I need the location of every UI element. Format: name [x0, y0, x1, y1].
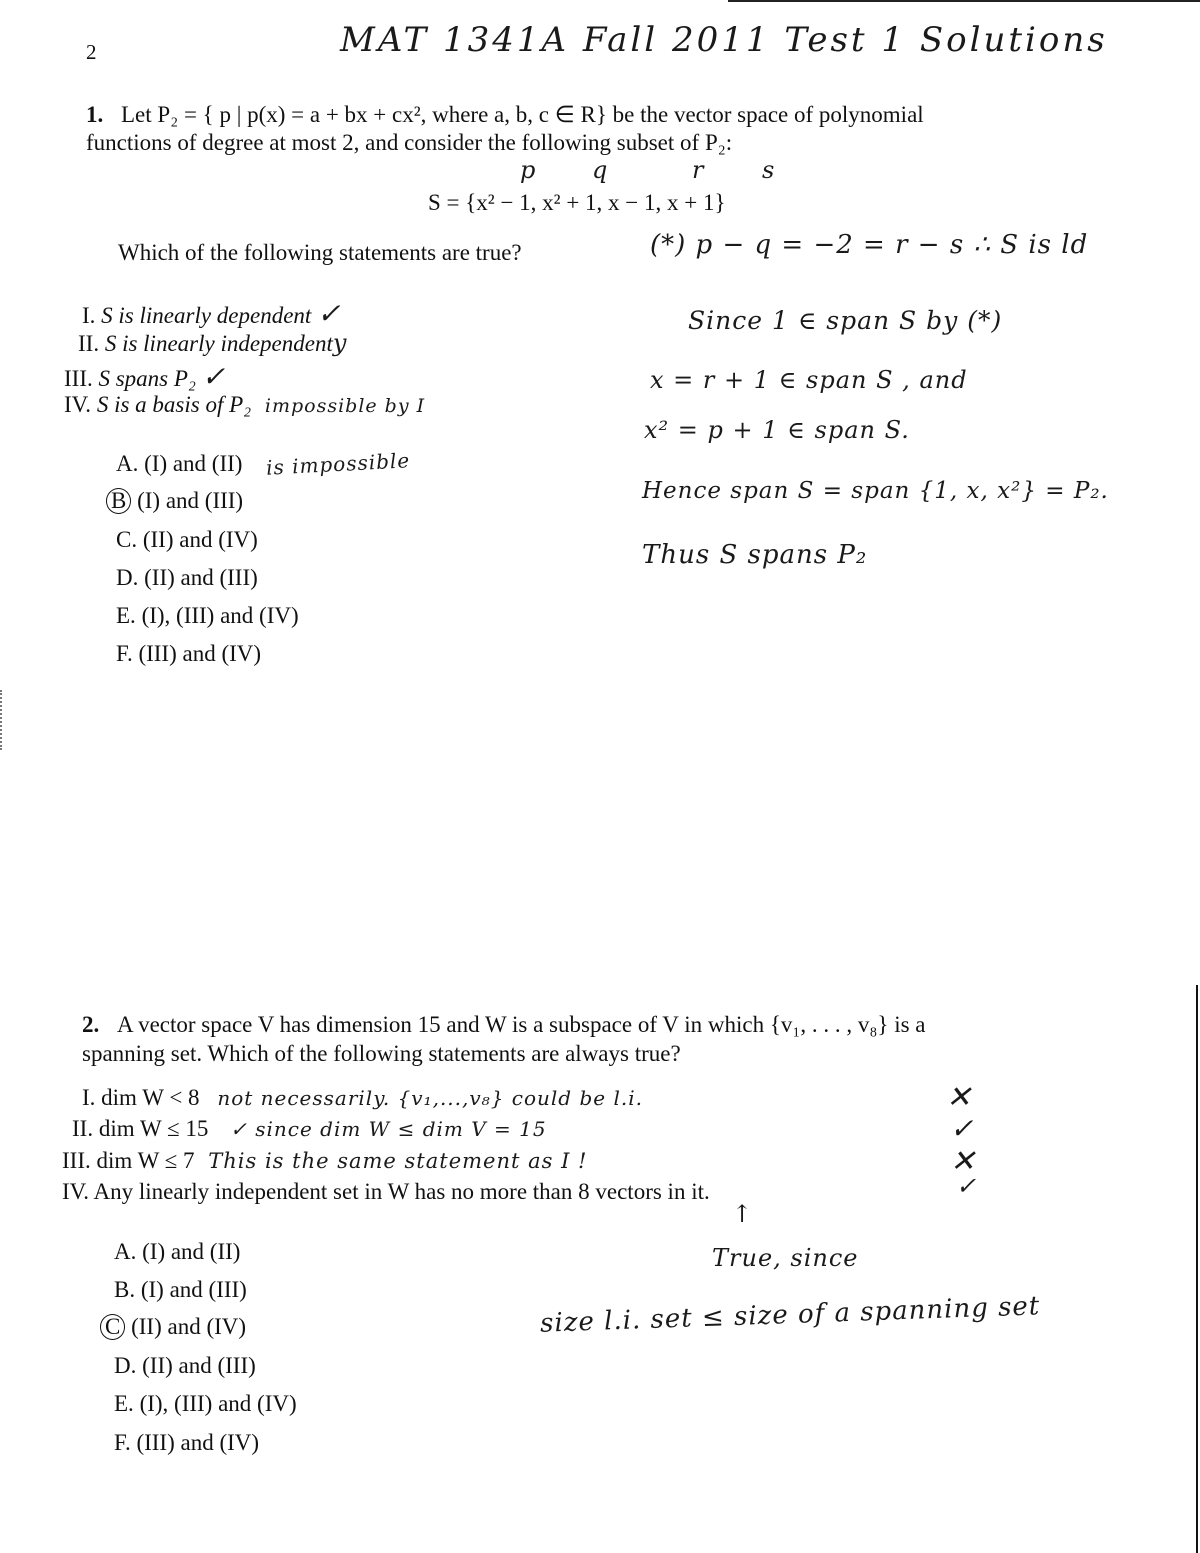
- q1-work-line-2: Since 1 ∈ span S by (*): [688, 306, 1003, 335]
- choice-label: A.: [116, 451, 139, 476]
- circled-answer: B: [106, 488, 131, 514]
- choice-text: (I) and (III): [140, 1277, 247, 1302]
- handwritten-note: impossible by I: [264, 395, 426, 417]
- choice-text: (I), (III) and (IV): [139, 1391, 297, 1416]
- statement-number: II.: [78, 331, 100, 356]
- choice-text: (II) and (IV): [131, 1314, 247, 1339]
- q2-mark-iii: ✕: [950, 1144, 977, 1179]
- statement-text: dim W ≤ 7: [96, 1148, 195, 1173]
- q2-statement-i: [82, 1085, 643, 1111]
- set-label-r: r: [692, 156, 705, 184]
- choice-label: A.: [114, 1239, 137, 1264]
- set-label-s: s: [762, 156, 776, 184]
- q2-statement-iv: [62, 1179, 710, 1205]
- choice-text: (I) and (II): [142, 1239, 241, 1264]
- q1-statement-ii: [78, 329, 347, 357]
- q2-number: 2.: [82, 1012, 100, 1037]
- statement-text: dim W ≤ 15: [98, 1116, 209, 1141]
- handwritten-note: This is the same statement as I !: [208, 1149, 588, 1173]
- q1-choice-e: [116, 603, 299, 629]
- q2-choice-e: [114, 1391, 297, 1417]
- q2-mark-i: ✕: [946, 1080, 973, 1115]
- choice-label: E.: [114, 1391, 134, 1416]
- set-label-p: p: [520, 156, 537, 184]
- q1-question: Which of the following statements are true?: [118, 240, 522, 265]
- choice-text: (III) and (IV): [136, 1430, 260, 1455]
- up-arrow-icon: ↑: [732, 1200, 754, 1228]
- statement-number: II.: [72, 1116, 94, 1141]
- q1-choice-d: [116, 565, 258, 591]
- choice-label: F.: [116, 641, 133, 666]
- q2-statement-ii: [72, 1116, 547, 1142]
- q2-statement-iii: [62, 1148, 587, 1174]
- choice-label: D.: [114, 1353, 137, 1378]
- statement-text: dim W < 8: [101, 1085, 200, 1110]
- statement-text: S is a basis of P₂: [96, 392, 252, 417]
- choice-text: (II) and (IV): [142, 527, 258, 552]
- q2-intro-line2: spanning set. Which of the following statements are always true?: [82, 1041, 681, 1066]
- statement-text: S is linearly independent: [104, 331, 333, 356]
- choice-label: E.: [116, 603, 136, 628]
- circled-answer: C: [100, 1314, 125, 1340]
- q1-choice-c: [116, 527, 258, 553]
- statement-number: III.: [64, 366, 93, 391]
- q1-statement-iii: [64, 360, 226, 393]
- q2-intro-text-1: A vector space V has dimension 15 and W is a subspace of V in which {v₁, . . . , v₈} is a: [117, 1012, 926, 1037]
- handwritten-note: is impossible: [265, 448, 411, 480]
- q1-choice-b: [106, 488, 243, 514]
- q1-work-line-4: x² = p + 1 ∈ span S.: [644, 416, 910, 444]
- statement-text: S spans P₂: [98, 366, 196, 391]
- choice-text: (III) and (IV): [138, 641, 262, 666]
- choice-text: (I) and (III): [137, 488, 244, 513]
- choice-text: (I), (III) and (IV): [141, 603, 299, 628]
- q1-number: 1.: [86, 102, 104, 127]
- scan-top-line: [728, 0, 1200, 2]
- q1-choice-a: [116, 448, 411, 480]
- set-definition: S = {x² − 1, x² + 1, x − 1, x + 1}: [428, 190, 726, 215]
- q1-work-line-1: (*) p − q = −2 = r − s ∴ S is ld: [650, 230, 1089, 260]
- scan-right-border: [1196, 985, 1198, 1553]
- statement-text: S is linearly dependent: [101, 303, 312, 328]
- q2-note-line2: size l.i. set ≤ size of a spanning set: [539, 1291, 1041, 1339]
- q2-choice-f: [114, 1430, 259, 1456]
- choice-label: C.: [116, 527, 138, 552]
- q2-choice-b: [114, 1277, 247, 1303]
- check-mark-note: ✓: [317, 297, 342, 330]
- page-title: MAT 1341A Fall 2011 Test 1 Solutions: [340, 20, 1108, 60]
- statement-number: I.: [82, 303, 96, 328]
- statement-number: IV.: [62, 1179, 90, 1204]
- statement-number: IV.: [64, 392, 92, 417]
- scan-left-dots: [0, 690, 4, 750]
- handwritten-mark: y: [332, 329, 348, 357]
- page-number: 2: [86, 40, 97, 64]
- choice-label: B.: [114, 1277, 136, 1302]
- q2-choice-c: [100, 1314, 246, 1340]
- handwritten-note: ✓ since dim W ≤ dim V = 15: [230, 1117, 547, 1141]
- q2-choice-d: [114, 1353, 256, 1379]
- q1-work-line-5: Hence span S = span {1, x, x²} = P₂.: [642, 478, 1109, 504]
- statement-number: III.: [62, 1148, 91, 1173]
- q1-intro-line1: [86, 102, 924, 128]
- set-label-q: q: [592, 156, 609, 184]
- statement-text: Any linearly independent set in W has no more than 8 vectors in it.: [93, 1179, 710, 1204]
- choice-text: (II) and (III): [142, 1353, 256, 1378]
- q2-mark-ii: ✓: [950, 1112, 975, 1145]
- choice-text: (I) and (II): [144, 451, 243, 476]
- q2-note-line1: True, since: [712, 1244, 859, 1272]
- q1-statement-i: [82, 297, 342, 330]
- q2-intro-line1: [82, 1012, 926, 1038]
- handwritten-note: not necessarily. {v₁,...,v₈} could be l.i.: [217, 1086, 643, 1110]
- q2-mark-iv: ✓: [956, 1172, 978, 1200]
- q1-statement-iv: [64, 392, 425, 418]
- q2-choice-a: [114, 1239, 240, 1265]
- choice-text: (II) and (III): [144, 565, 258, 590]
- q1-work-line-3: x = r + 1 ∈ span S , and: [650, 366, 968, 394]
- q1-intro-text-1: Let P₂ = { p | p(x) = a + bx + cx², where a, b, c ∈ R} be the vector space of polynomial: [121, 102, 924, 127]
- choice-label: D.: [116, 565, 139, 590]
- check-mark-note: ✓: [201, 360, 227, 393]
- q1-choice-f: [116, 641, 261, 667]
- q1-work-line-6: Thus S spans P₂: [642, 540, 868, 570]
- choice-label: F.: [114, 1430, 131, 1455]
- statement-number: I.: [82, 1085, 96, 1110]
- q1-intro-line2: functions of degree at most 2, and consider the following subset of P₂:: [86, 130, 733, 155]
